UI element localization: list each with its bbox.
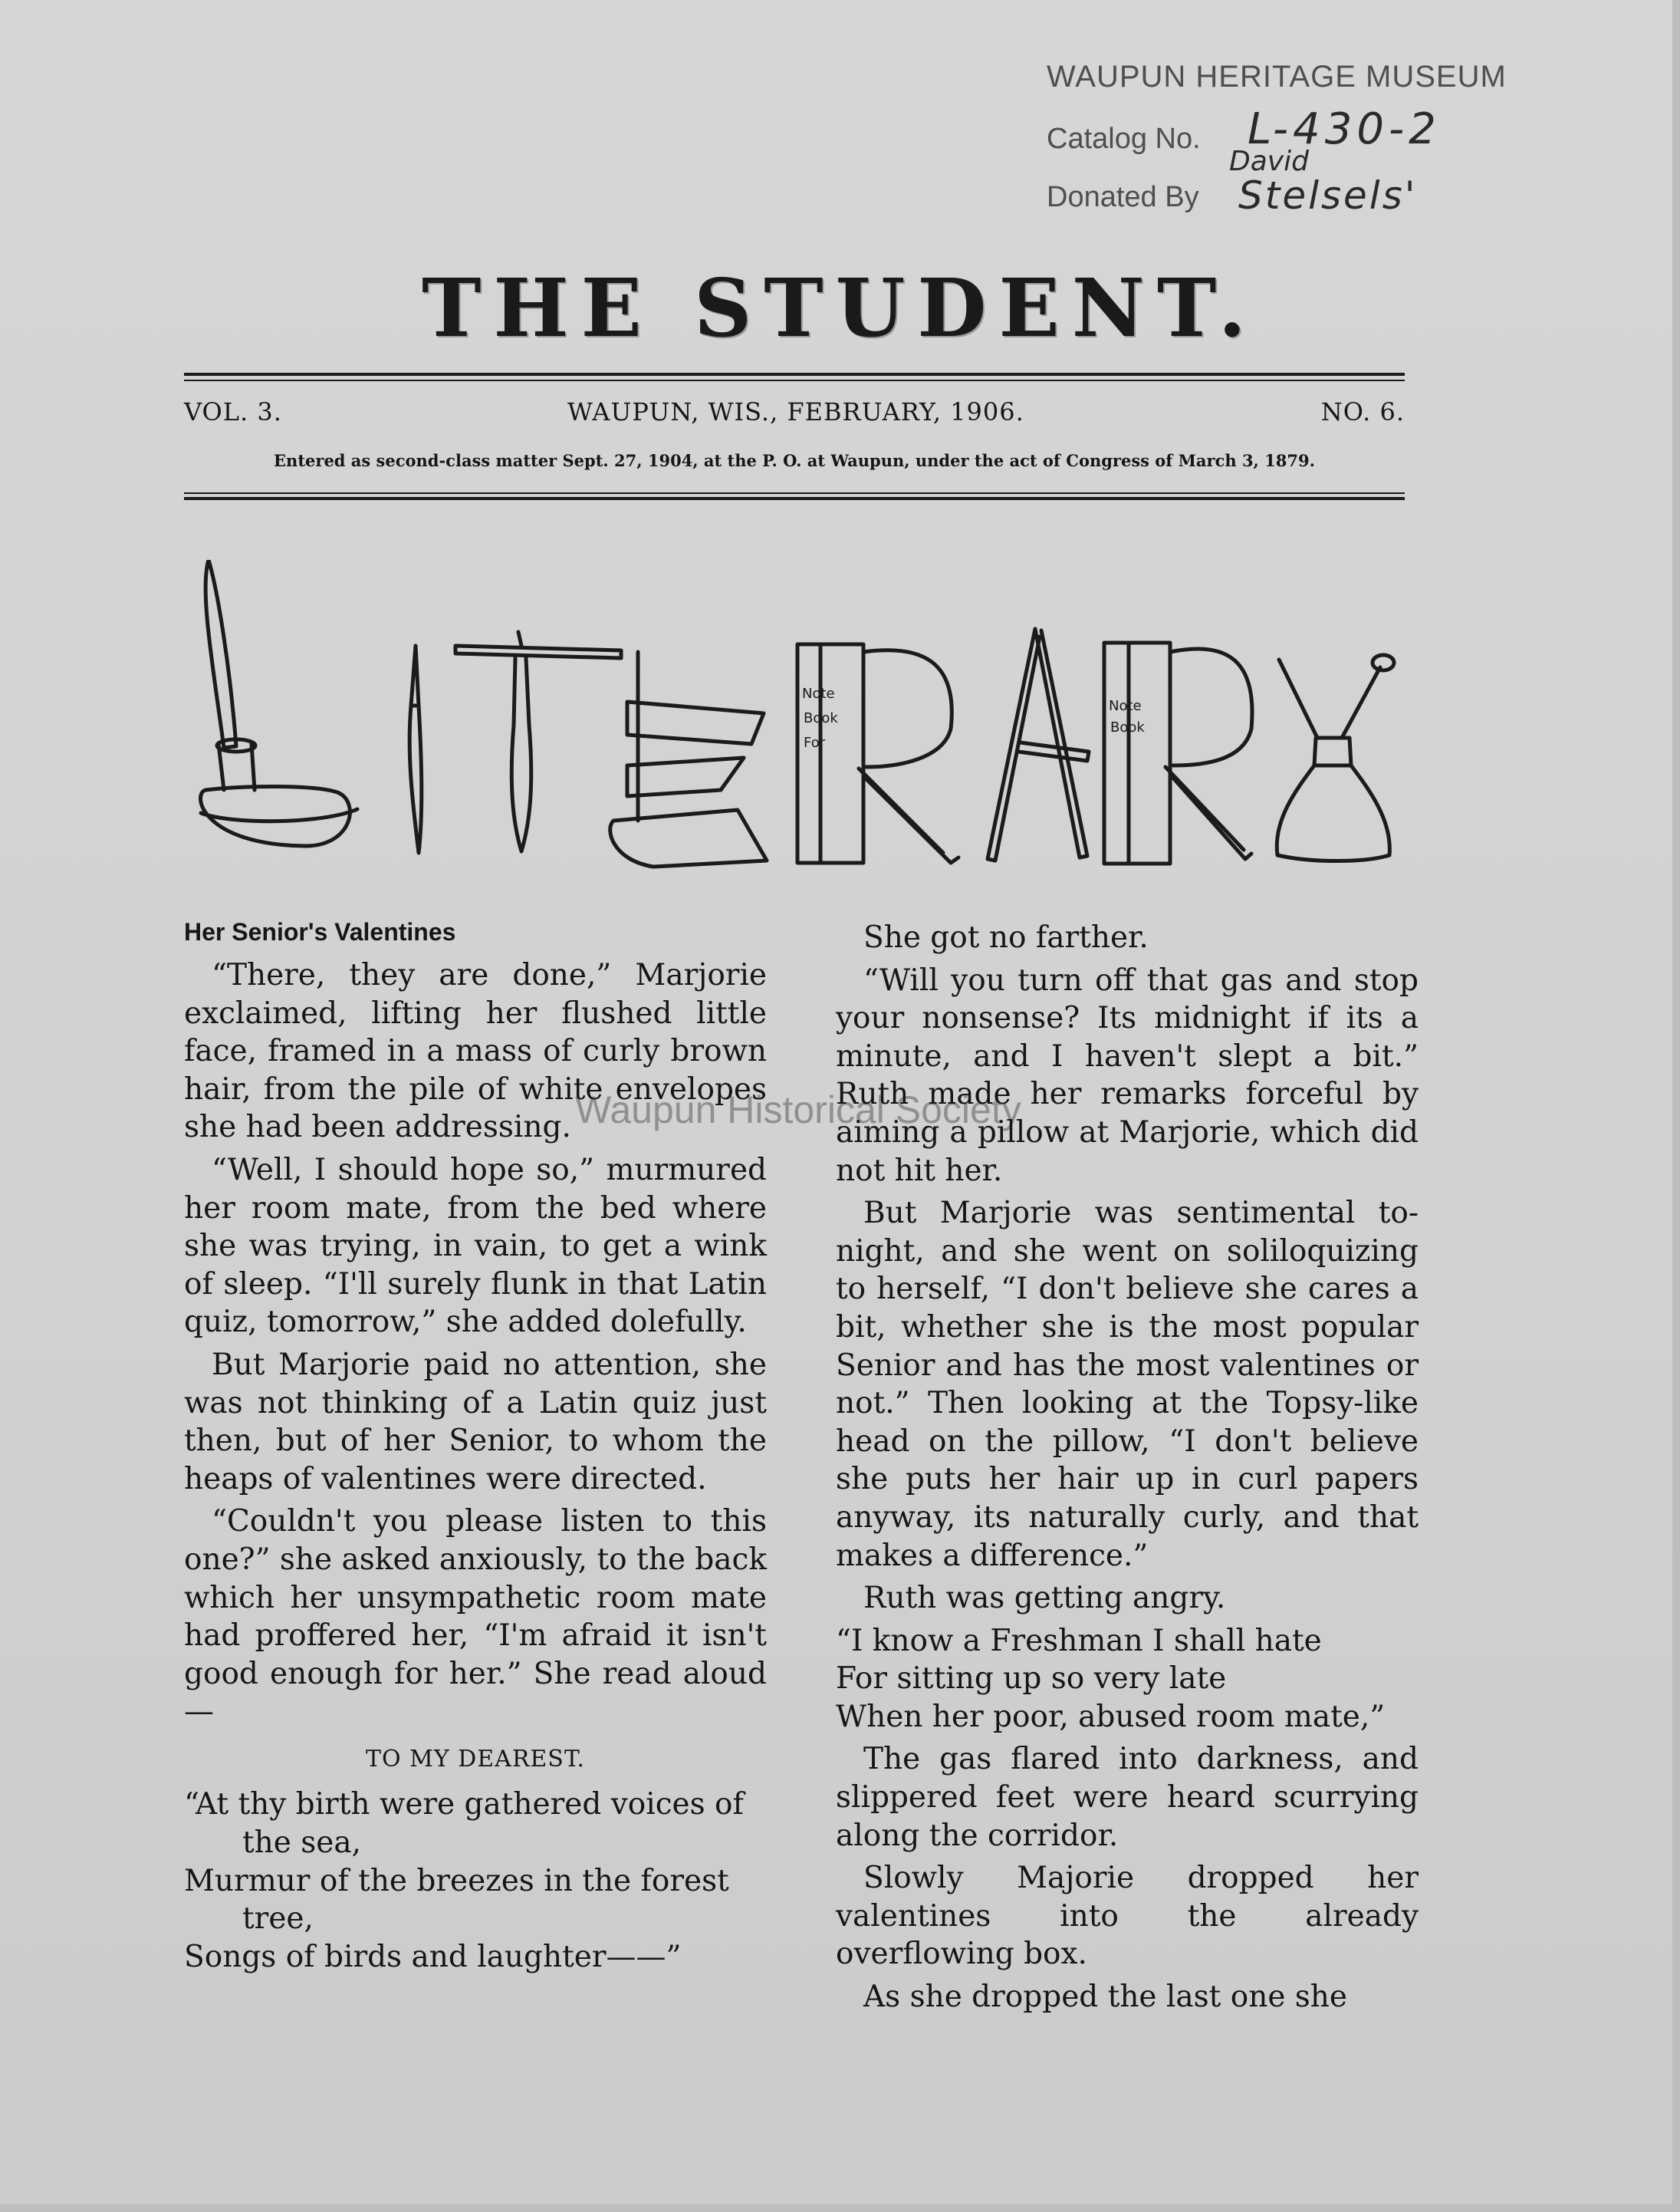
- poem-line: [184, 1786, 767, 1861]
- notebook2-line1: Note: [1109, 698, 1142, 714]
- paragraph: “Couldn't you please listen to this one?” she asked anxiously, to the back which her unsympathetic room mate had proffered her, “I'm afraid it isn't good enough for her.” She read aloud—: [184, 1504, 767, 1730]
- verse-line: For sitting up so very late: [836, 1661, 1227, 1697]
- catalog-number: L-430-2: [1248, 104, 1441, 154]
- poem-line: [184, 1862, 767, 1938]
- poem-line-text: Songs of birds and laughter——”: [184, 1939, 682, 1974]
- donor-first-name: David: [1229, 146, 1309, 177]
- notebook-r: [797, 644, 958, 863]
- notebook1-line3: For: [804, 735, 826, 751]
- notebook-r2: [1104, 643, 1252, 864]
- entry-notice: Entered as second-class matter Sept. 27, 1904, at the P. O. at Waupun, under the act of Congress of March 3, 1879.: [274, 451, 1315, 470]
- paragraph: She got no farther.: [863, 920, 1149, 955]
- paragraph: Slowly Majorie dropped her valentines into the already overflowing box.: [836, 1861, 1419, 1972]
- poem-line: [184, 1938, 767, 1977]
- top-rule-thin: [184, 380, 1405, 381]
- literary-banner: [184, 560, 1419, 874]
- issue-number: NO. 6.: [1320, 397, 1405, 426]
- ink-bottle-l: [200, 560, 357, 846]
- verse-line: “I know a Freshman I shall hate: [836, 1623, 1322, 1658]
- left-column: [184, 917, 767, 1976]
- right-column: [836, 919, 1419, 2021]
- poem-line-cont: the sea,: [242, 1825, 362, 1861]
- paragraph: The gas flared into darkness, and slippered feet were heard scurrying along the corridor.: [836, 1742, 1419, 1853]
- paragraph: Ruth was getting angry.: [863, 1581, 1226, 1616]
- paragraph: “Well, I should hope so,” murmured her room mate, from the bed where she was trying, in vain, to get a wink of sleep. “I'll surely flunk in that Latin quiz, tomorrow,” she added dolefully.: [184, 1152, 767, 1340]
- place-date: WAUPUN, WIS., FEBRUARY, 1906.: [567, 397, 1024, 426]
- donor-last-name: Stelsels': [1238, 173, 1418, 218]
- notebook1-line2: Book: [804, 710, 838, 726]
- poem-line-cont: tree,: [242, 1901, 314, 1937]
- catalog-label: Catalog No.: [1047, 123, 1201, 155]
- issue-info: [184, 397, 1405, 436]
- notebook1-line1: Note: [802, 686, 835, 702]
- paragraph: But Marjorie paid no attention, she was not thinking of a Latin quiz just then, but of her Senior, to whom the heaps of valentines were directed.: [184, 1347, 767, 1496]
- pen-t: [455, 632, 621, 851]
- verse-line: When her poor, abused room mate,”: [836, 1699, 1386, 1734]
- museum-name: WAUPUN HERITAGE MUSEUM: [1047, 60, 1507, 94]
- newspaper-title: THE STUDENT.: [421, 261, 1259, 355]
- ruler-e: [610, 652, 767, 867]
- paragraph: “Will you turn off that gas and stop your nonsense? Its midnight if its a minute, and I haven't slept a bit.” Ruth made her remarks forceful by aiming a pillow at Marjorie, which did not hit her.: [836, 963, 1419, 1188]
- donated-label: Donated By: [1047, 181, 1199, 213]
- paragraph: But Marjorie was sentimental to-night, and she went on soliloquizing to herself, “I don't believe she cares a bit, whether she is the most popular Senior and has the most valentines or not.” Then looking at the Topsy-like head on the pillow, “I don't believe she puts her hair up in curl papers anyway, its naturally curly, and that makes a difference.”: [836, 1196, 1419, 1573]
- top-rule: [184, 373, 1405, 376]
- notebook2-line2: Book: [1110, 719, 1145, 736]
- poem-line-text: Murmur of the breezes in the forest: [184, 1863, 729, 1898]
- poem-title: TO MY DEAREST.: [366, 1745, 585, 1773]
- bottom-rule: [184, 497, 1405, 500]
- article-heading: Her Senior's Valentines: [184, 918, 456, 946]
- bottom-rule-thin: [184, 492, 1405, 494]
- watermark: Waupun Historical Society: [575, 1088, 1021, 1131]
- volume-label: VOL. 3.: [184, 397, 282, 426]
- poem-line-text: “At thy birth were gathered voices of: [184, 1787, 744, 1822]
- pen-i: [409, 646, 422, 853]
- paragraph: “There, they are done,” Marjorie exclaimed, lifting her flushed little face, framed in a mass of curly brown hair, from the pile of white envelopes she had been addressing.: [184, 958, 767, 1145]
- paragraph: As she dropped the last one she: [863, 1980, 1348, 2015]
- ink-bottle-y: [1277, 655, 1394, 861]
- museum-stamp: [1047, 60, 1522, 229]
- compass-a: [988, 629, 1089, 861]
